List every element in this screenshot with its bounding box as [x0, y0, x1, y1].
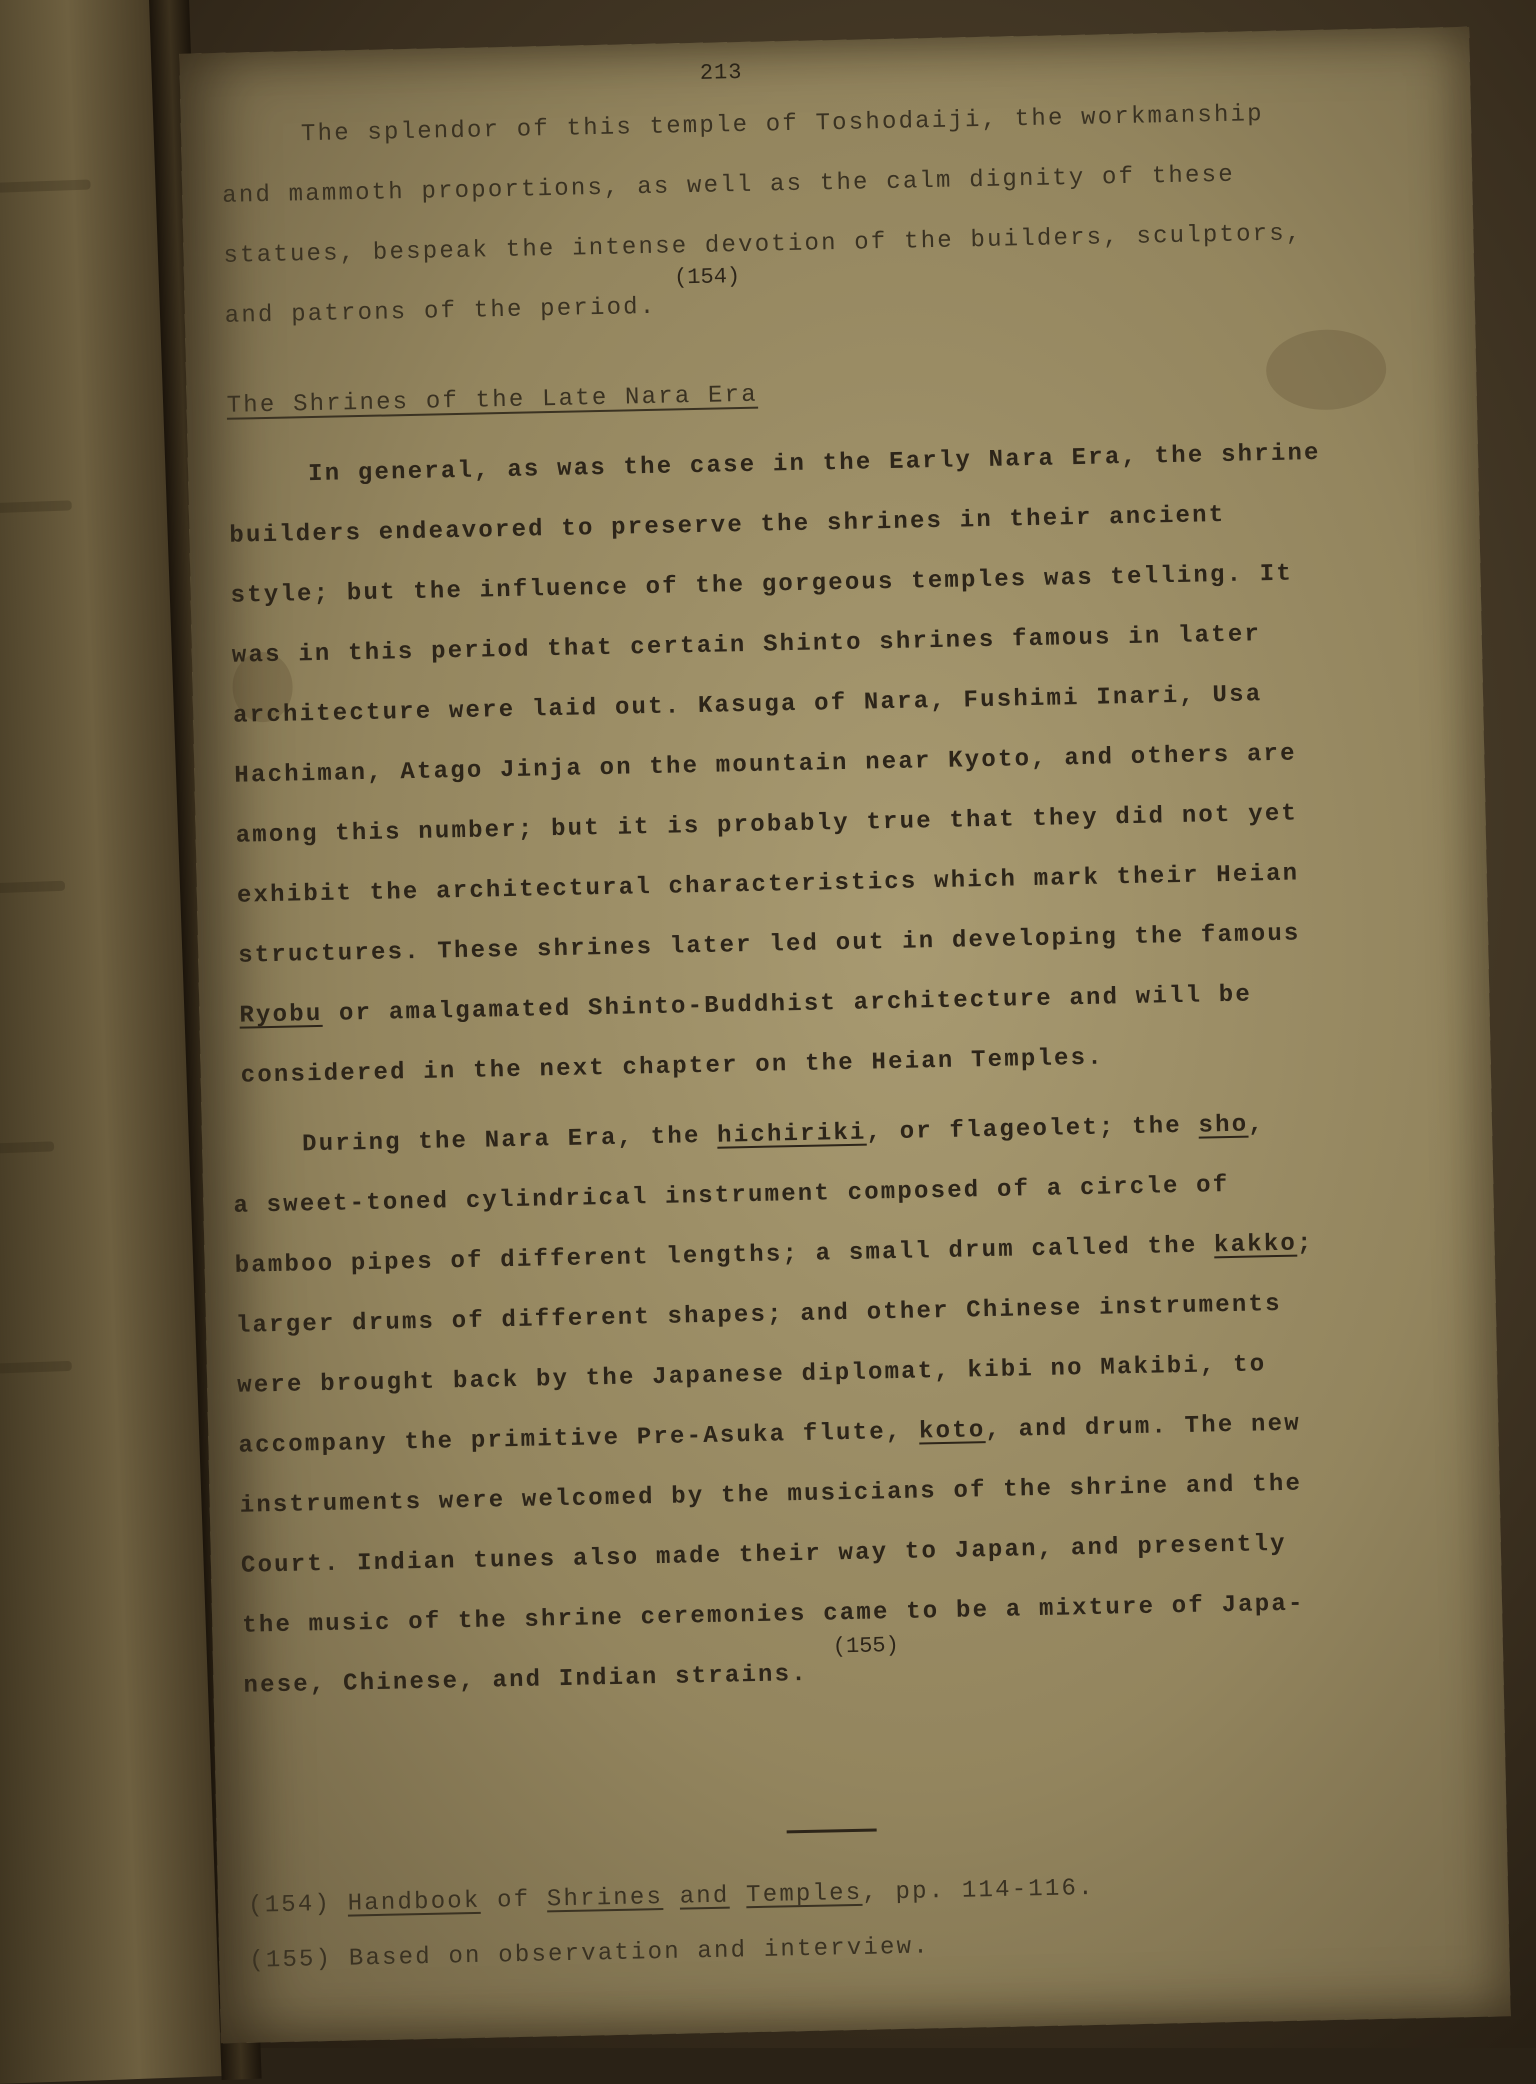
paragraph-2-line: among this number; but it is probably true that they did not yet — [235, 800, 1299, 850]
paragraph-2-line: was in this period that certain Shinto shrines famous in later — [231, 621, 1262, 670]
paragraph-3-line — [302, 1111, 1265, 1158]
footnote-divider — [787, 1829, 877, 1834]
koto-term: koto — [918, 1417, 986, 1446]
footnote-154 — [248, 1875, 1095, 1920]
text-span: , or flageolet; the — [866, 1112, 1199, 1147]
text-span: accompany the primitive Pre-Asuka flute, — [238, 1418, 920, 1460]
page-stain — [1265, 329, 1387, 411]
footnote-ref-155: (155) — [832, 1633, 900, 1660]
ryobu-term: Ryobu — [239, 1000, 323, 1030]
paragraph-2-line: In general, as was the case in the Early Nara Era, the shrine — [307, 439, 1321, 489]
section-heading: The Shrines of the Late Nara Era — [226, 381, 759, 420]
paragraph-3-line: a sweet-toned cylindrical instrument composed of a circle of — [233, 1171, 1230, 1220]
footnote-title-word: Temples — [745, 1879, 863, 1910]
paragraph-3-line: were brought back by the Japanese diplomat, kibi no Makibi, to — [236, 1351, 1267, 1400]
paragraph-3-line: nese, Chinese, and Indian strains. — [243, 1660, 809, 1700]
left-page-ghost-text — [0, 500, 72, 514]
paragraph-1-line: and mammoth proportions, as well as the calm dignity of these — [222, 161, 1236, 210]
left-page-ghost-text — [0, 881, 65, 894]
paragraph-3-line — [234, 1230, 1314, 1280]
footnote-title-word: Shrines — [546, 1884, 664, 1914]
paragraph-3-line: larger drums of different shapes; and other Chinese instruments — [235, 1290, 1282, 1340]
page-number: 213 — [699, 59, 743, 86]
footnote-155 — [249, 1933, 930, 1974]
paragraph-1-line: and patrons of the period. — [224, 293, 657, 330]
footnote-pages: , pp. 114-116. — [862, 1874, 1095, 1907]
text-span: During the Nara Era, the — [301, 1122, 718, 1159]
text-span: of — [480, 1886, 548, 1915]
ryobu-line-rest: or amalgamated Shinto-Buddhist architecture and will be — [322, 981, 1253, 1028]
paragraph-3-line — [238, 1411, 1301, 1460]
paragraph-1-line: The splendor of this temple of Toshodaiji, the workmanship — [300, 101, 1265, 149]
paragraph-2-line: builders endeavored to preserve the shrines in their ancient — [229, 501, 1226, 550]
hichiriki-term: hichiriki — [716, 1119, 867, 1150]
paragraph-2-line — [239, 981, 1252, 1029]
footnote-text: Based on observation and interview. — [331, 1933, 931, 1973]
paragraph-3-line: the music of the shrine ceremonies came to be a mixture of Japa- — [241, 1590, 1305, 1640]
text-span: bamboo pipes of different lengths; a small drum called the — [234, 1232, 1215, 1280]
paragraph-2-line: considered in the next chapter on the Heian Temples. — [240, 1044, 1105, 1090]
text-span: , — [1248, 1111, 1266, 1139]
sho-term: sho — [1198, 1111, 1249, 1140]
paragraph-2-line: structures. These shrines later led out in developing the famous — [237, 920, 1301, 970]
paragraph-1-line: statues, bespeak the intense devotion of the builders, sculptors, — [223, 220, 1303, 270]
paragraph-3-line: Court. Indian tunes also made their way to Japan, and presently — [240, 1530, 1287, 1580]
kakko-term: kakko — [1213, 1230, 1298, 1260]
footnote-title-word: and — [679, 1882, 730, 1911]
footnote-number: (154) — [247, 1890, 332, 1920]
footnote-title-word: Handbook — [347, 1887, 481, 1918]
text-span: , and drum. The new — [985, 1410, 1302, 1445]
footnote-ref-154: (154) — [673, 264, 741, 291]
paragraph-3-line: instruments were welcomed by the musicians of the shrine and the — [239, 1470, 1303, 1520]
paragraph-2-line: exhibit the architectural characteristics which mark their Heian — [236, 860, 1300, 910]
footnote-number: (155) — [248, 1945, 333, 1975]
left-page-ghost-text — [0, 179, 91, 194]
text-span: ; — [1296, 1230, 1314, 1258]
document-page — [179, 27, 1510, 2044]
paragraph-2-line: style; but the influence of the gorgeous temples was telling. It — [230, 560, 1294, 610]
paragraph-2-line: architecture were laid out. Kasuga of Nara, Fushimi Inari, Usa — [232, 681, 1263, 730]
paragraph-2-line: Hachiman, Atago Jinja on the mountain near Kyoto, and others are — [234, 740, 1298, 790]
left-page-ghost-text — [0, 1141, 54, 1154]
left-page-ghost-text — [0, 1361, 72, 1374]
